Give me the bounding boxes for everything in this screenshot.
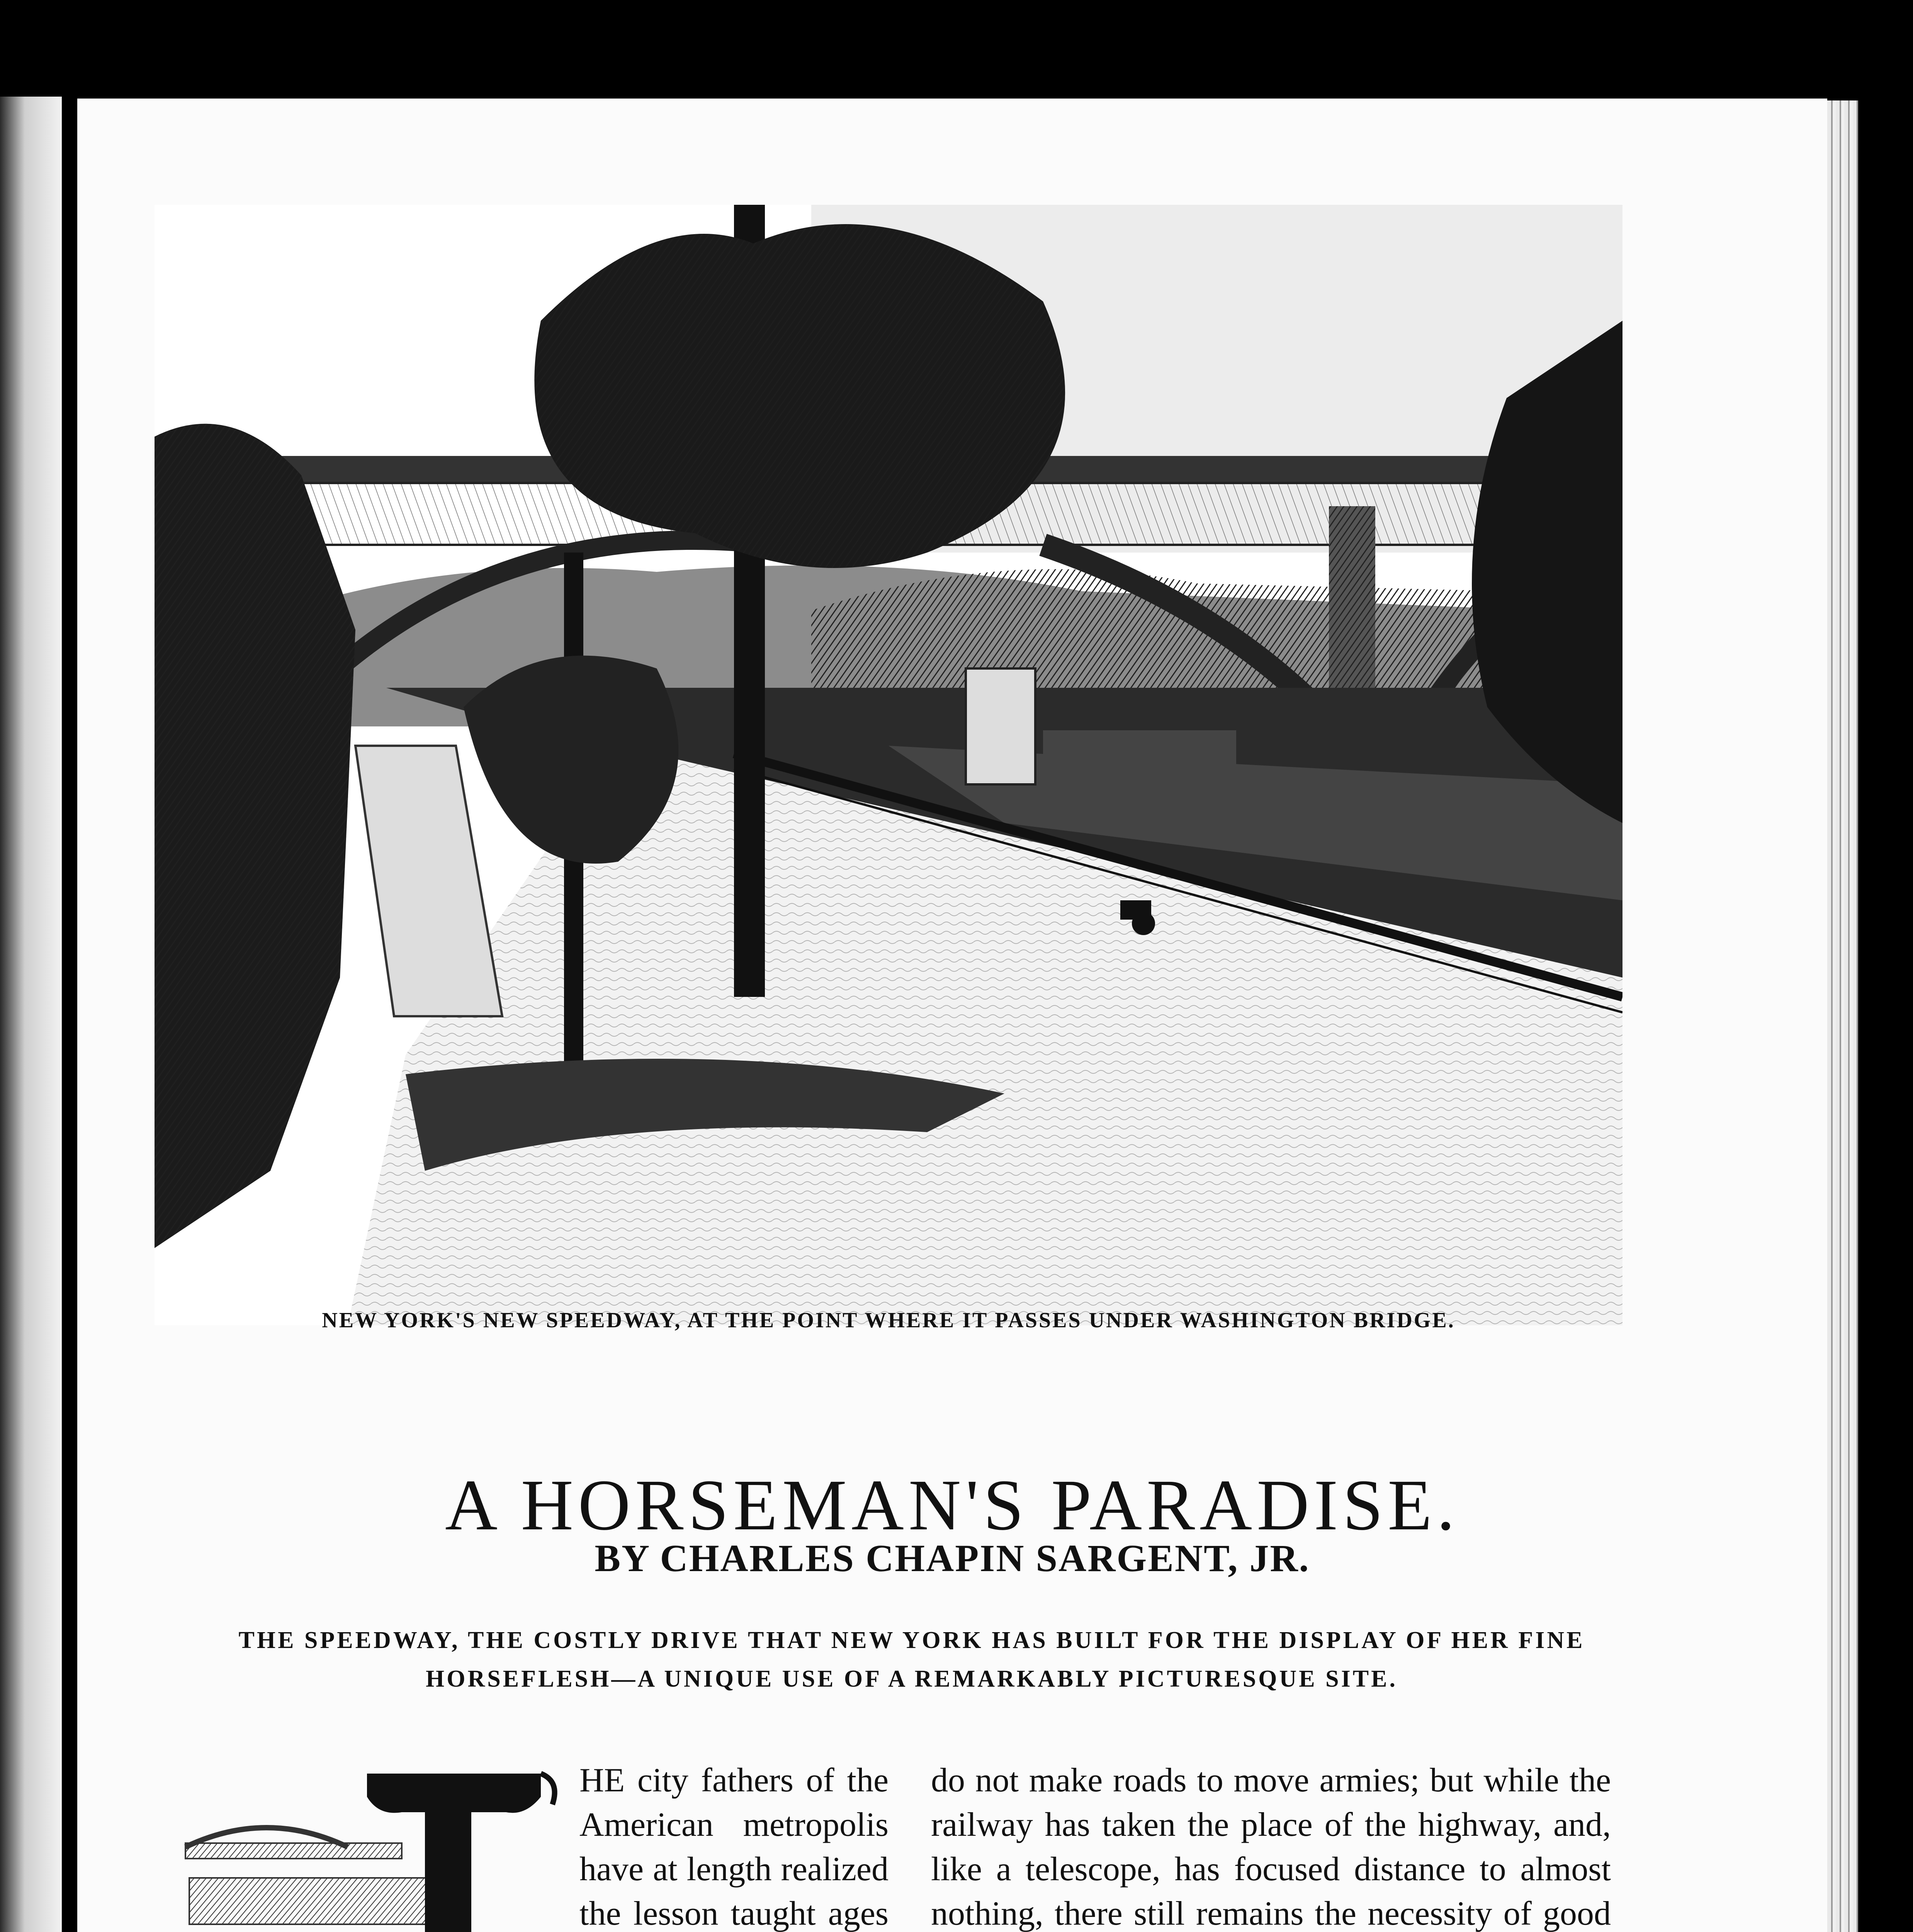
left-column-wrapped-text	[579, 1758, 889, 1932]
right-paragraph-1: do not make roads to move armies; but while the railway has taken the place of the highway, and, like a telescope, has focused distance to almost nothing, there still remains the necessity of good	[931, 1762, 1611, 1932]
opening-paragraph: HE city fathers of the American metropolis have at length realized the lesson taught ages	[579, 1762, 889, 1932]
article-byline: BY CHARLES CHAPIN SARGENT, JR.	[595, 1537, 1310, 1580]
dropcap-t-illustration	[170, 1762, 564, 1932]
right-column-text	[931, 1758, 1611, 1932]
article-title: A HORSEMAN'S PARADISE.	[445, 1464, 1459, 1545]
image-caption: NEW YORK'S NEW SPEEDWAY, AT THE POINT WHERE IT PASSES UNDER WASHINGTON BRIDGE.	[322, 1308, 1455, 1332]
speedway-engraving	[155, 205, 1622, 1325]
facing-page-edge	[0, 97, 62, 1932]
article-deck: THE SPEEDWAY, THE COSTLY DRIVE THAT NEW YORK HAS BUILT FOR THE DISPLAY OF HER FINE HORSEFLESH—A UNIQUE USE OF A REMARKABLY PICTURESQUE SITE.	[238, 1627, 1585, 1692]
page-stack-edge	[1827, 100, 1858, 1932]
